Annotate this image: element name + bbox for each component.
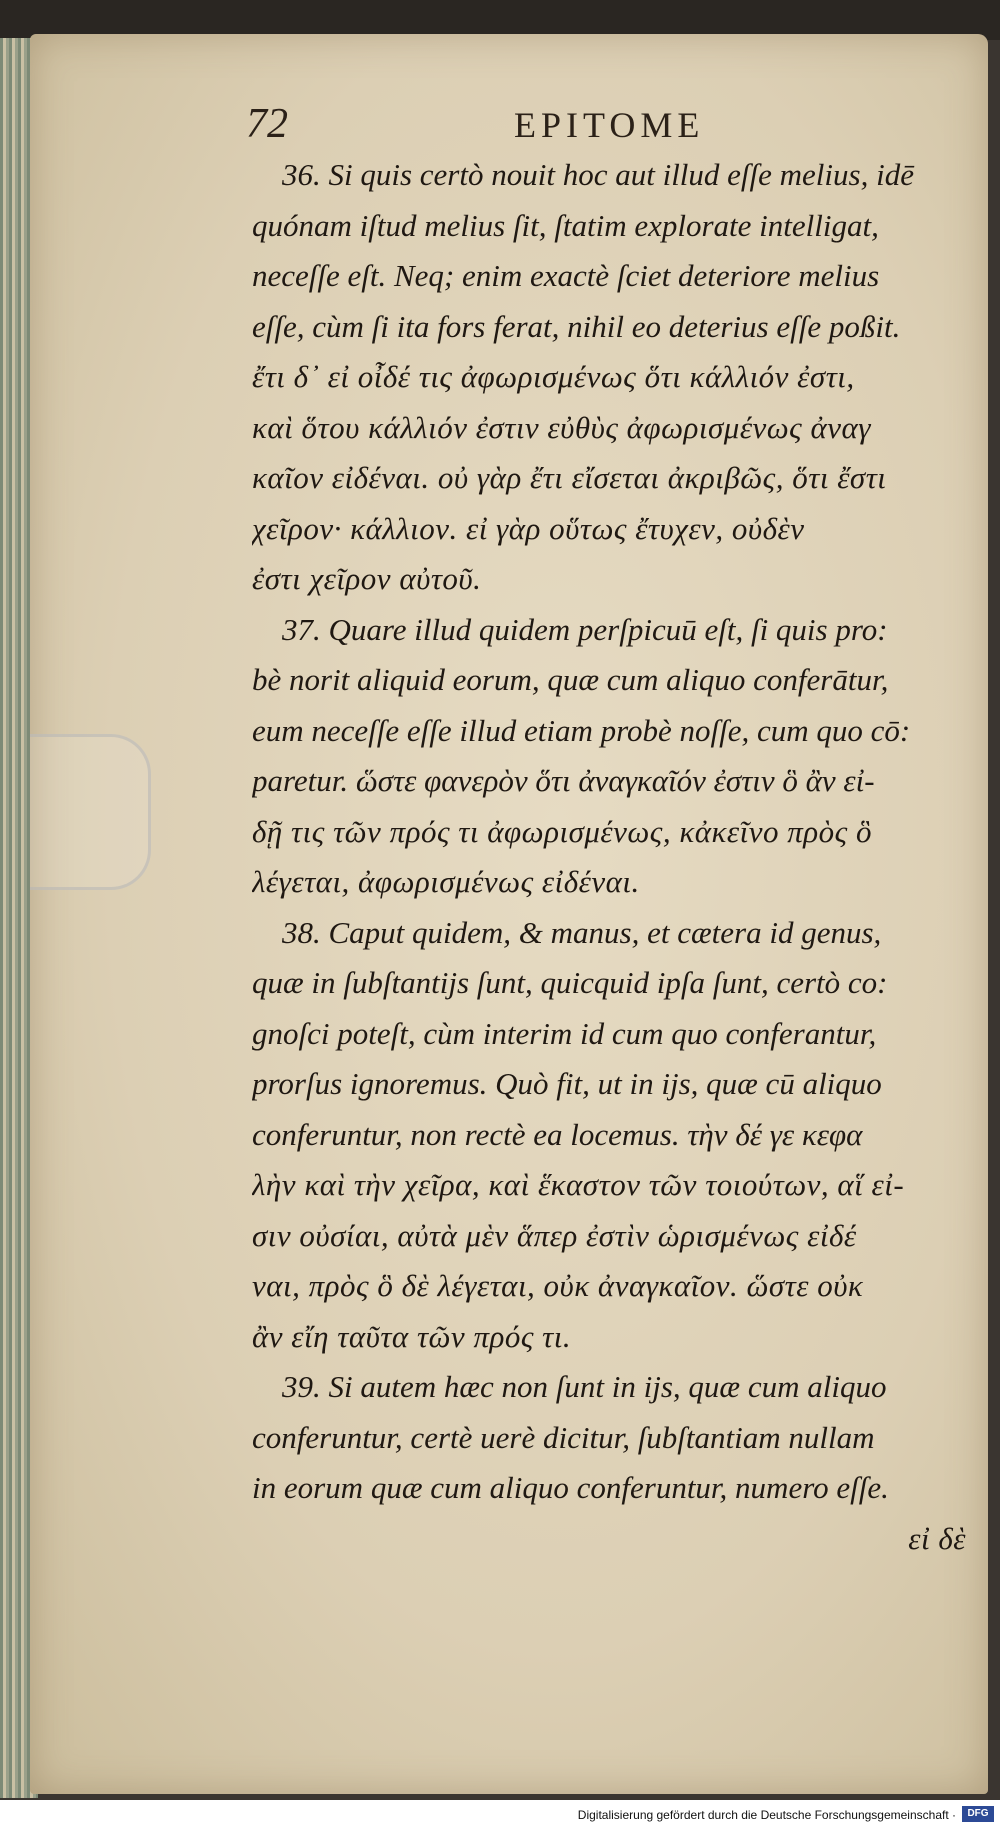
- text-line: neceſſe eſt. Neq; enim exactè ſciet deteriore melius: [252, 258, 880, 293]
- text-line: 39. Si autem hæc non ſunt in ijs, quæ cum aliquo: [282, 1369, 887, 1404]
- text-line: bè norit aliquid eorum, quæ cum aliquo conferātur,: [252, 662, 889, 697]
- text-line: ἔτι δ᾽ εἰ οἶδέ τις ἀφωρισμένως ὅτι κάλλιόν ἐστι,: [252, 359, 855, 394]
- text-line: καὶ ὅτου κάλλιόν ἐστιν εὐθὺς ἀφωρισμένως ἀναγ: [252, 409, 872, 445]
- text-line: prorſus ignoremus. Quò fit, ut in ijs, quæ cū aliquo: [252, 1066, 882, 1101]
- text-line: λὴν καὶ τὴν χεῖρα, καὶ ἕκαστον τῶν τοιούτων, αἵ εἰ-: [252, 1167, 905, 1202]
- text-line: ναι, πρὸς ὃ δὲ λέγεται, οὐκ ἀναγκαῖον. ὥστε οὐκ: [252, 1268, 864, 1303]
- text-line: ἂν εἴη ταῦτα τῶν πρός τι.: [252, 1318, 572, 1354]
- text-line: conferuntur, non rectè ea locemus. τὴν δέ γε κεφα: [252, 1116, 863, 1152]
- text-line: in eorum quæ cum aliquo conferuntur, numero eſſe.: [252, 1470, 889, 1505]
- page-number: 72: [246, 101, 288, 147]
- text-line: καῖον εἰδέναι. οὐ γὰρ ἔτι εἴσεται ἀκριβῶς, ὅτι ἔστι: [252, 460, 887, 495]
- catchword: εἰ δὲ: [908, 1520, 966, 1556]
- footer-band: [0, 1800, 1000, 1833]
- text-line: 36. Si quis certò nouit hoc aut illud eſſe melius, idē: [282, 157, 914, 192]
- text-line: gnoſci poteſt, cùm interim id cum quo conferantur,: [252, 1015, 877, 1051]
- text-line: λέγεται, ἀφωρισμένως εἰδέναι.: [252, 864, 640, 899]
- text-line: 38. Caput quidem, & manus, et cætera id genus,: [282, 914, 882, 950]
- dfg-logo: DFG: [962, 1806, 994, 1822]
- text-line: paretur. ὥστε φανερὸν ὅτι ἀναγκαῖόν ἐστιν ὃ ἂν εἰ-: [252, 763, 875, 798]
- text-line: χεῖρον· κάλλιον. εἰ γὰρ οὕτως ἔτυχεν, οὐδὲν: [252, 510, 805, 546]
- text-line: 37. Quare illud quidem perſpicuū eſt, ſi quis pro:: [282, 611, 888, 647]
- funding-credit: Digitalisierung gefördert durch die Deutsche Forschungsgemeinschaft ·: [577, 1808, 956, 1822]
- text-line: σιν οὐσίαι, αὐτὰ μὲν ἅπερ ἐστὶν ὡρισμένως εἰδέ: [252, 1217, 857, 1253]
- text-line: eum neceſſe eſſe illud etiam probè noſſe, cum quo cō:: [252, 712, 911, 748]
- text-line: ἐστι χεῖρον αὐτοῦ.: [252, 561, 482, 596]
- text-line: eſſe, cùm ſi ita fors ferat, nihil eo deterius eſſe poßit.: [252, 308, 901, 344]
- page-clip: [30, 734, 151, 890]
- text-line: δῇ τις τῶν πρός τι ἀφωρισμένως, κἀκεῖνο πρὸς ὃ: [252, 813, 872, 849]
- text-line: quæ in ſubſtantijs ſunt, quicquid ipſa ſunt, certò co:: [252, 965, 888, 1000]
- running-title: EPITOME: [514, 105, 705, 145]
- text-line: conferuntur, certè uerè dicitur, ſubſtantiam nullam: [252, 1419, 875, 1455]
- page-text-block: [252, 150, 972, 1564]
- text-line: quónam iſtud melius ſit, ſtatim explorate intelligat,: [252, 207, 879, 243]
- running-head: [246, 100, 946, 150]
